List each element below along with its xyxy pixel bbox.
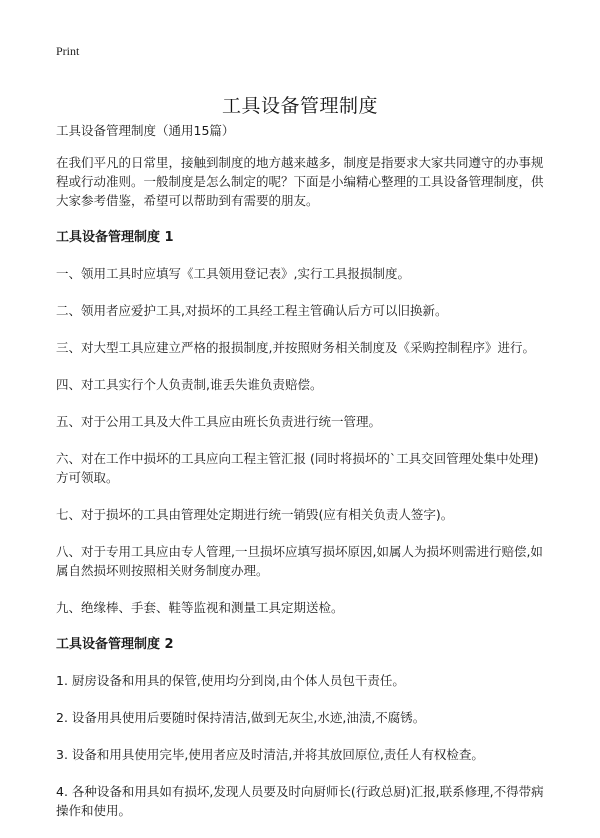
list-item: 二、领用者应爱护工具,对损坏的工具经工程主管确认后方可以旧换新。 (56, 303, 448, 318)
page-title: 工具设备管理制度 (221, 94, 378, 117)
list-item: 九、绝缘棒、手套、鞋等监视和测量工具定期送检。 (56, 600, 344, 615)
list-item: 一、领用工具时应填写《工具领用登记表》,实行工具报损制度。 (56, 266, 410, 281)
list-item: 五、对于公用工具及大件工具应由班长负责进行统一管理。 (56, 414, 382, 429)
list-item: 七、对于损坏的工具由管理处定期进行统一销毁(应有相关负责人签字)。 (56, 507, 454, 522)
list-item: 六、对在工作中损坏的工具应向工程主管汇报 (同时将损坏的`工具交回管理处集中处理)方可领取。 (56, 451, 539, 485)
list-item: 八、对于专用工具应由专人管理,一旦损坏应填写损坏原因,如属人为损坏则需进行赔偿,如属自然损坏则按照相关财务制度办理。 (56, 544, 543, 578)
list-item: 1. 厨房设备和用具的保管,使用均分到岗,由个体人员包干责任。 (56, 673, 405, 688)
document-body (56, 121, 548, 838)
section-heading: 工具设备管理制度 2 (56, 637, 174, 652)
list-item: 四、对工具实行个人负责制,谁丢失谁负责赔偿。 (56, 377, 323, 392)
intro-paragraph: 在我们平凡的日常里，接触到制度的地方越来越多，制度是指要求大家共同遵守的办事规程或行动准则。一般制度是怎么制定的呢？下面是小编精心整理的工具设备管理制度，供大家参考借鉴，希望可以帮助到有需要的朋友。 (56, 155, 544, 208)
list-item: 2. 设备用具使用后要随时保持清洁,做到无灰尘,水迹,油渍,不腐锈。 (56, 710, 426, 725)
list-item: 4. 各种设备和用具如有损坏,发现人员要及时向厨师长(行政总厨)汇报,联系修理,不得带病操作和使用。 (56, 784, 544, 818)
section-heading: 工具设备管理制度 1 (56, 230, 174, 245)
list-item: 3. 设备和用具使用完毕,使用者应及时清洁,并将其放回原位,责任人有权检查。 (56, 747, 484, 762)
print-label: Print (56, 44, 80, 58)
list-item: 三、对大型工具应建立严格的报损制度,并按照财务相关制度及《采购控制程序》进行。 (56, 340, 535, 355)
document-subtitle: 工具设备管理制度（通用15篇） (56, 123, 235, 138)
